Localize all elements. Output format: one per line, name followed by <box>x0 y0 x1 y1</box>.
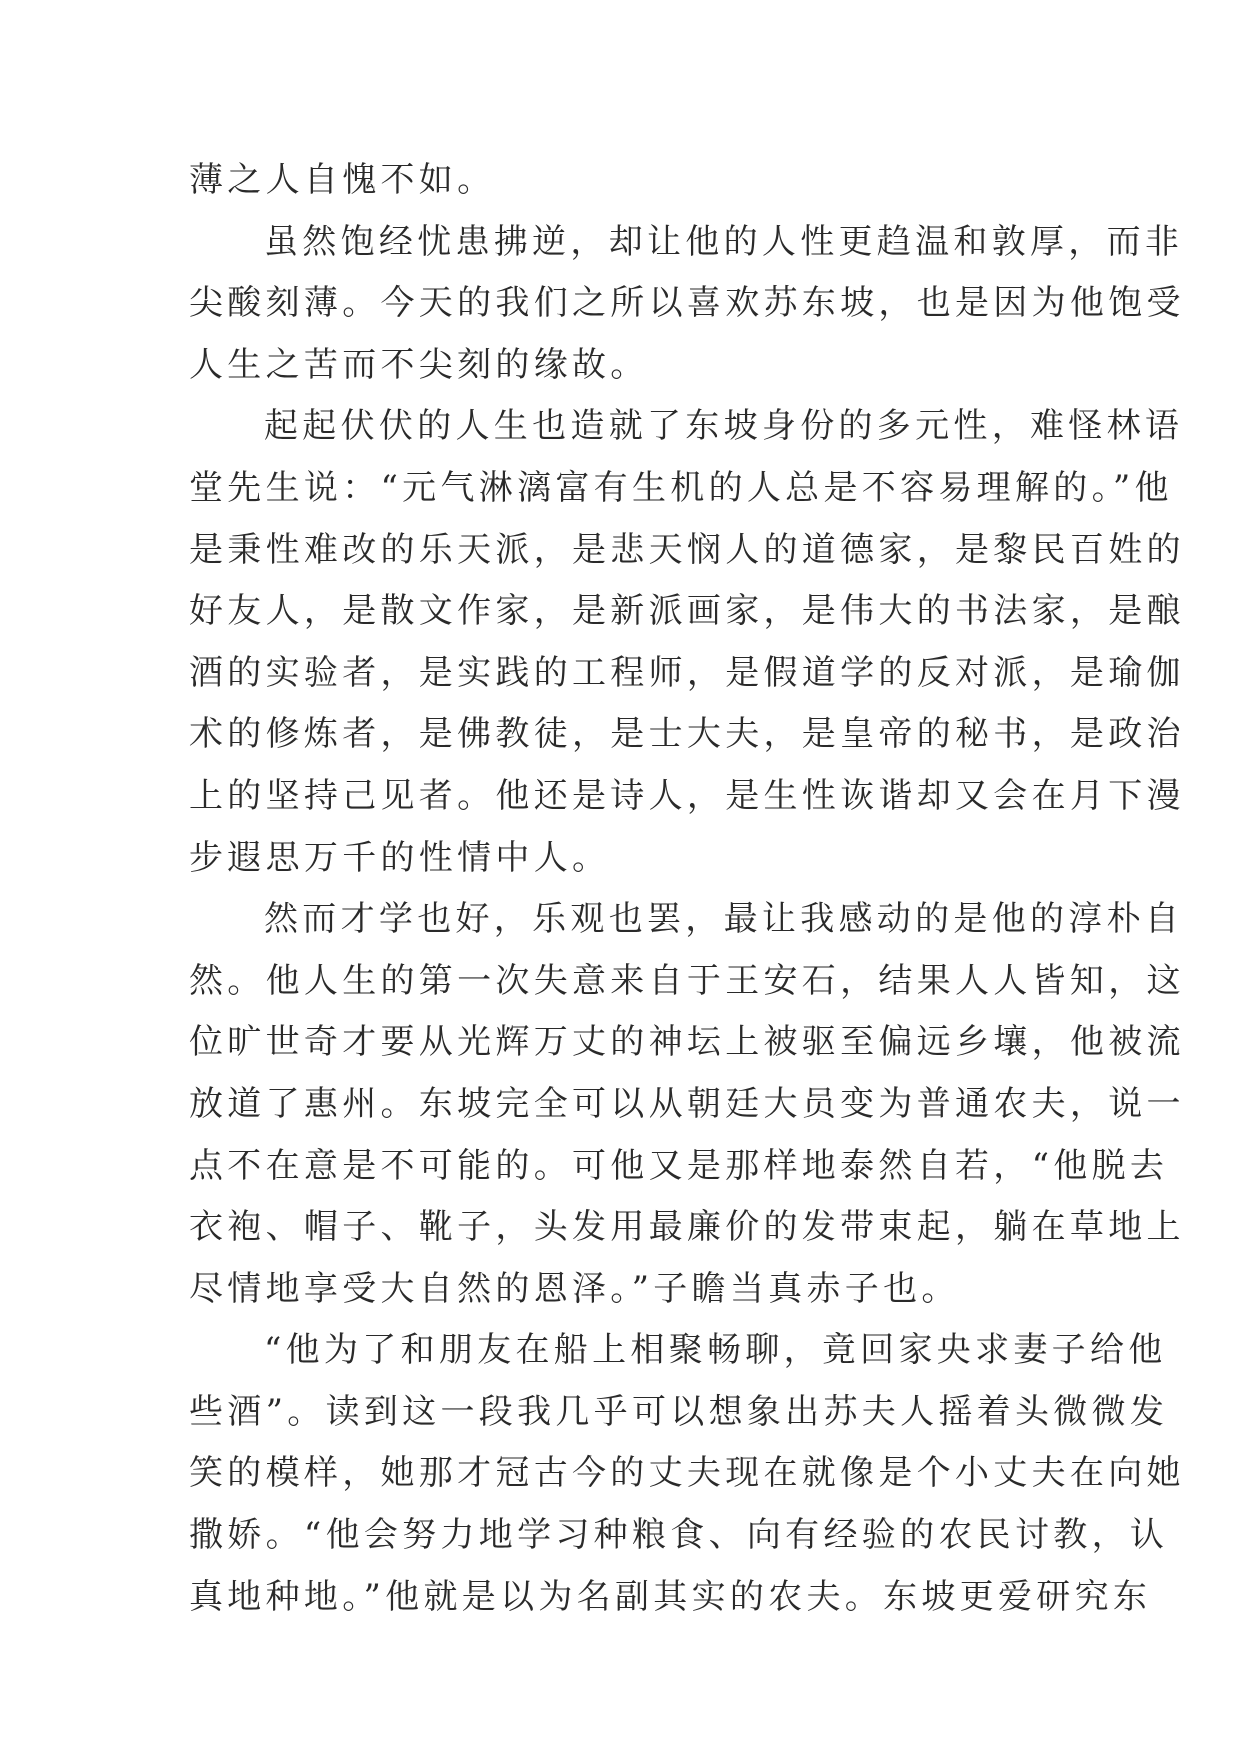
body-text <box>189 150 1185 1628</box>
text-line: 尖酸刻薄。今天的我们之所以喜欢苏东坡，也是因为他饱受 <box>189 283 1185 324</box>
text-line: 酒的实验者，是实践的工程师，是假道学的反对派，是瑜伽 <box>189 652 1185 693</box>
text-line: 然。他人生的第一次失意来自于王安石，结果人人皆知，这 <box>189 960 1185 1001</box>
text-line: 起起伏伏的人生也造就了东坡身份的多元性，难怪林语 <box>264 406 1184 447</box>
text-line: 位旷世奇才要从光辉万丈的神坛上被驱至偏远乡壤，他被流 <box>189 1022 1185 1063</box>
text-line: 然而才学也好，乐观也罢，最让我感动的是他的淳朴自 <box>264 899 1184 940</box>
text-line: 笑的模样，她那才冠古今的丈夫现在就像是个小丈夫在向她 <box>189 1453 1185 1494</box>
text-line: 薄之人自愧不如。 <box>189 160 496 200</box>
text-line: 真地种地。”他就是以为名副其实的农夫。东坡更爱研究东 <box>189 1576 1152 1617</box>
text-line: 放道了惠州。东坡完全可以从朝廷大员变为普通农夫，说一 <box>189 1083 1185 1124</box>
text-line: 堂先生说：“元气淋漓富有生机的人总是不容易理解的。”他 <box>189 467 1173 508</box>
text-line: “他为了和朋友在船上相聚畅聊，竟回家央求妻子给他 <box>264 1330 1167 1371</box>
text-line: 是秉性难改的乐天派，是悲天悯人的道德家，是黎民百姓的 <box>189 529 1185 570</box>
text-line: 衣袍、帽子、靴子，头发用最廉价的发带束起，躺在草地上 <box>189 1207 1185 1248</box>
text-line: 上的坚持己见者。他还是诗人，是生性诙谐却又会在月下漫 <box>189 775 1185 816</box>
text-line: 术的修炼者，是佛教徒，是士大夫，是皇帝的秘书，是政治 <box>189 714 1185 755</box>
text-line: 虽然饱经忧患拂逆，却让他的人性更趋温和敦厚，而非 <box>264 221 1184 262</box>
text-line: 人生之苦而不尖刻的缘故。 <box>189 344 649 385</box>
text-line: 撒娇。“他会努力地学习种粮食、向有经验的农民讨教，认 <box>189 1515 1169 1556</box>
text-line: 点不在意是不可能的。可他又是那样地泰然自若，“他脱去 <box>189 1145 1169 1186</box>
text-line: 好友人，是散文作家，是新派画家，是伟大的书法家，是酿 <box>189 591 1185 632</box>
text-line: 些酒”。读到这一段我几乎可以想象出苏夫人摇着头微微发 <box>189 1391 1169 1432</box>
text-line: 步遐思万千的性情中人。 <box>189 837 611 878</box>
text-line: 尽情地享受大自然的恩泽。”子瞻当真赤子也。 <box>189 1268 960 1309</box>
